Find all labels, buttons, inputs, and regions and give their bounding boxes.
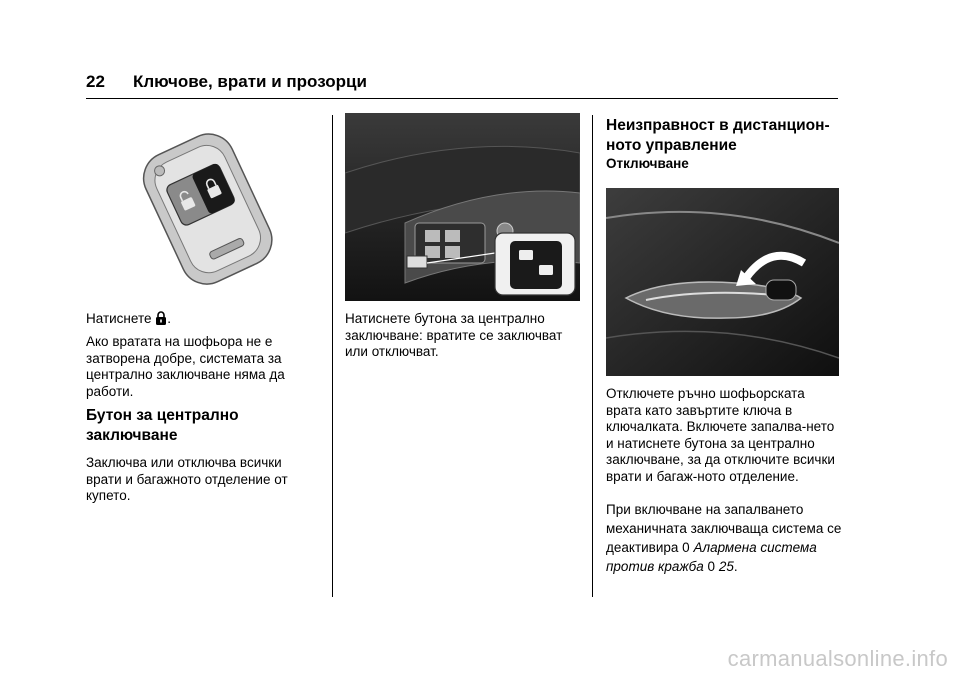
section-heading-central-lock: Бутон за централно заключване	[86, 407, 239, 444]
key-fob-illustration	[120, 118, 300, 293]
door-switch-figure	[345, 113, 580, 301]
cross-reference-arrow-icon: 0	[682, 540, 690, 555]
press-instruction: Натиснете .	[86, 311, 326, 330]
door-handle-illustration	[606, 188, 839, 376]
figure-caption-switch: Натиснете бутона за централно заключване: вратите се заключват или отключват.	[345, 311, 563, 359]
paragraph-manual-unlock: Отключете ръчно шофьорската врата като завъртите ключа в ключалката. Включете запалва-нето и натиснете бутона за централно заключване, за да отключите всички врати и багаж-ното отделение.	[606, 386, 835, 484]
cross-reference-arrow-icon: 0	[707, 559, 716, 574]
cross-reference-link[interactable]: Алармена система против кражба	[606, 540, 817, 574]
watermark: carmanualsonline.info	[727, 646, 948, 671]
padlock-icon	[155, 311, 167, 330]
page-number: 22	[86, 72, 105, 91]
page-title: Ключове, врати и прозорци	[133, 72, 367, 91]
cross-reference-page[interactable]: 25	[718, 559, 734, 574]
door-handle-figure	[606, 188, 839, 376]
paragraph-central-lock: Заключва или отключва всички врати и багажното отделение от купето.	[86, 455, 288, 503]
column-divider-right	[592, 115, 593, 597]
door-panel-illustration	[345, 113, 580, 301]
section-heading-remote-fault: Неизправност в дистанцион-ното управление	[606, 117, 830, 154]
key-fob-figure	[120, 118, 300, 293]
paragraph-door-warning: Ако вратата на шофьора не е затворена добре, системата за централно заключване няма да работи.	[86, 334, 285, 399]
header-divider	[86, 98, 838, 99]
column-divider-left	[332, 115, 333, 597]
subheading-unlocking: Отключване	[606, 156, 689, 171]
paragraph-mechanical-lock: При включване на запалването механичната заключваща система се деактивира 0 Алармена система против кражба 0 25.	[606, 502, 842, 574]
